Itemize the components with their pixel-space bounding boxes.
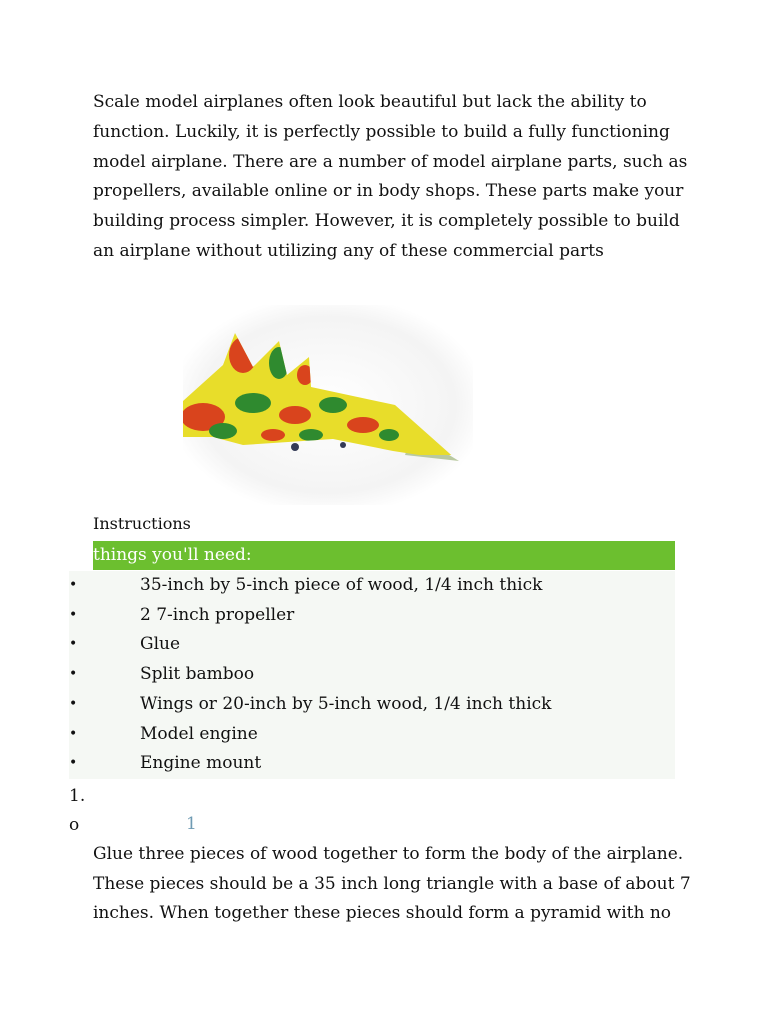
intro-line: Scale model airplanes often look beautiful but lack the ability to	[93, 92, 647, 112]
list-number-marker: 1.	[69, 786, 86, 806]
intro-paragraph	[93, 88, 693, 267]
bullet-icon: •	[69, 695, 78, 712]
list-item	[69, 630, 675, 660]
bullet-icon: •	[69, 755, 78, 772]
things-needed-banner: things you'll need:	[93, 541, 675, 570]
instructions-heading: Instructions	[93, 514, 191, 533]
list-item	[69, 720, 675, 750]
list-item-label: Wings or 20-inch by 5-inch wood, 1/4 inch thick	[140, 693, 552, 714]
intro-line: propellers, available online or in body shops. These parts make your	[93, 181, 684, 202]
step-number: 1	[186, 814, 197, 834]
bullet-icon: •	[69, 636, 78, 653]
intro-line: an airplane without utilizing any of these commercial parts	[93, 240, 604, 261]
list-item-label: Split bamboo	[140, 664, 255, 685]
step-description	[93, 840, 693, 929]
bullet-icon: •	[69, 577, 78, 593]
list-item-label: Glue	[140, 634, 181, 655]
jet-model-illustration	[183, 305, 473, 505]
airplane-image	[183, 305, 473, 505]
list-item	[69, 571, 675, 601]
intro-line: function. Luckily, it is perfectly possible to build a fully functioning	[93, 121, 670, 142]
list-item	[69, 601, 675, 631]
list-item-label: Model engine	[140, 723, 258, 744]
bullet-icon: •	[69, 666, 78, 683]
list-item	[69, 690, 675, 720]
bullet-icon: •	[69, 725, 78, 742]
sub-bullet-marker: o	[69, 815, 80, 835]
step-line: inches. When together these pieces should form a pyramid with no	[93, 903, 672, 924]
list-item-label: Engine mount	[140, 753, 262, 774]
step-line: Glue three pieces of wood together to form the body of the airplane.	[93, 844, 684, 864]
step-line: These pieces should be a 35 inch long triangle with a base of about 7	[93, 873, 691, 894]
list-item	[69, 660, 675, 690]
bullet-icon: •	[69, 606, 78, 623]
list-item-label: 35-inch by 5-inch piece of wood, 1/4 inch thick	[140, 575, 543, 595]
intro-line: building process simpler. However, it is completely possible to build	[93, 211, 680, 232]
list-item	[69, 749, 675, 779]
intro-line: model airplane. There are a number of model airplane parts, such as	[93, 151, 688, 172]
list-item-label: 2 7-inch propeller	[140, 604, 295, 625]
